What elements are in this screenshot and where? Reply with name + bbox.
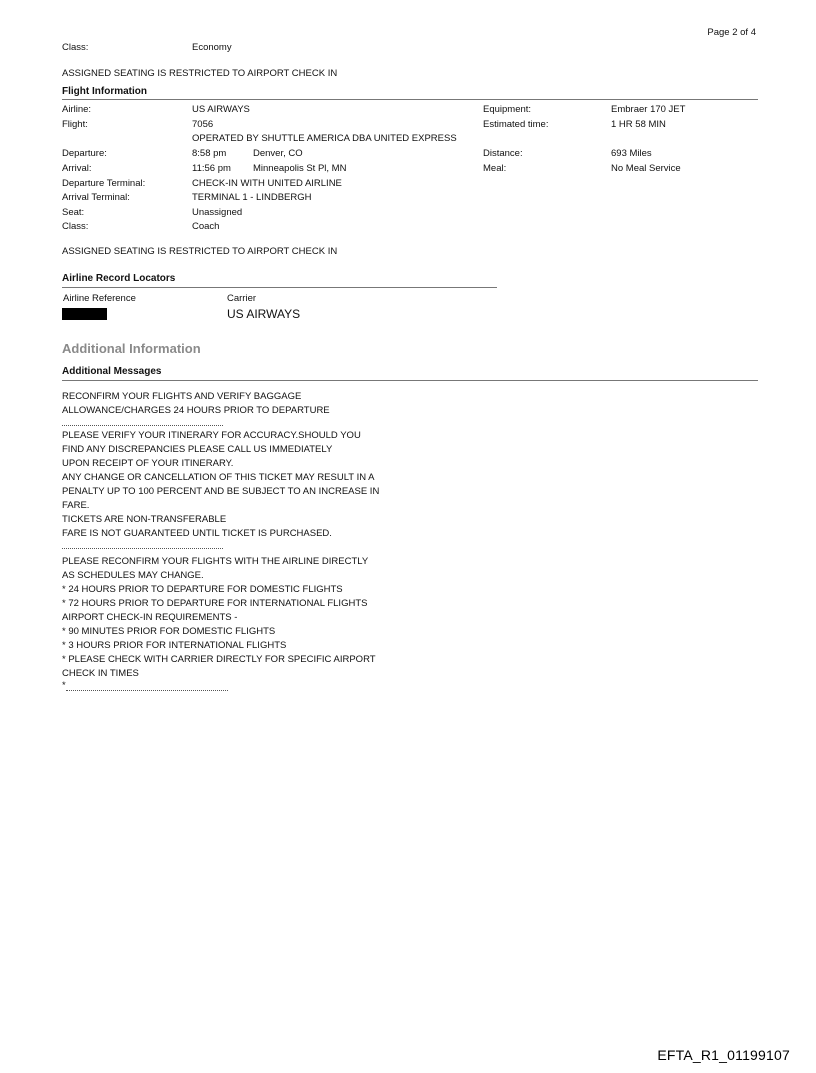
additional-info-title: Additional Information <box>62 341 201 356</box>
top-class-label: Class: <box>62 42 89 53</box>
page-number: Page 2 of 4 <box>707 27 756 38</box>
message-line: * 90 MINUTES PRIOR FOR DOMESTIC FLIGHTS <box>62 626 276 637</box>
flight-info-rule <box>62 99 758 100</box>
message-line: TICKETS ARE NON-TRANSFERABLE <box>62 514 227 525</box>
message-line: PLEASE VERIFY YOUR ITINERARY FOR ACCURACY.SHOULD YOU <box>62 430 361 441</box>
message-line: FARE. <box>62 500 90 511</box>
airline-value: US AIRWAYS <box>192 104 250 115</box>
separator-line <box>62 548 223 549</box>
message-line: AS SCHEDULES MAY CHANGE. <box>62 570 204 581</box>
carrier-value: US AIRWAYS <box>227 307 301 321</box>
arr-terminal-value: TERMINAL 1 - LINDBERGH <box>192 192 312 203</box>
meal-value: No Meal Service <box>611 163 681 174</box>
messages-rule <box>62 380 758 381</box>
departure-label: Departure: <box>62 148 107 159</box>
est-time-value: 1 HR 58 MIN <box>611 119 666 130</box>
arrival-city: Minneapolis St Pl, MN <box>253 163 347 174</box>
top-class-value: Economy <box>192 42 232 53</box>
separator-line <box>66 690 228 691</box>
carrier-label: Carrier <box>227 293 257 304</box>
airline-label: Airline: <box>62 104 92 115</box>
seat-label: Seat: <box>62 207 85 218</box>
message-line: * 24 HOURS PRIOR TO DEPARTURE FOR DOMESTIC FLIGHTS <box>62 584 343 595</box>
distance-label: Distance: <box>483 148 523 159</box>
distance-value: 693 Miles <box>611 148 652 159</box>
departure-time: 8:58 pm <box>192 148 227 159</box>
message-line: PENALTY UP TO 100 PERCENT AND BE SUBJECT TO AN INCREASE IN <box>62 486 380 497</box>
message-line: * PLEASE CHECK WITH CARRIER DIRECTLY FOR SPECIFIC AIRPORT <box>62 654 376 665</box>
airline-reference-label: Airline Reference <box>63 293 136 304</box>
message-line: ALLOWANCE/CHARGES 24 HOURS PRIOR TO DEPARTURE <box>62 405 330 416</box>
arrival-time: 11:56 pm <box>192 163 231 174</box>
message-line: * 3 HOURS PRIOR FOR INTERNATIONAL FLIGHTS <box>62 640 287 651</box>
redacted-reference <box>62 308 107 320</box>
dep-terminal-label: Departure Terminal: <box>62 178 146 189</box>
message-line: PLEASE RECONFIRM YOUR FLIGHTS WITH THE AIRLINE DIRECTLY <box>62 556 369 567</box>
messages-title: Additional Messages <box>62 366 162 377</box>
flight-info-title: Flight Information <box>62 86 147 97</box>
arr-terminal-label: Arrival Terminal: <box>62 192 130 203</box>
final-marker: * <box>62 680 66 691</box>
departure-city: Denver, CO <box>253 148 303 159</box>
separator-line <box>62 425 223 426</box>
class-label: Class: <box>62 221 89 232</box>
message-line: FIND ANY DISCREPANCIES PLEASE CALL US IMMEDIATELY <box>62 444 333 455</box>
message-line: AIRPORT CHECK-IN REQUIREMENTS - <box>62 612 238 623</box>
message-line: FARE IS NOT GUARANTEED UNTIL TICKET IS PURCHASED. <box>62 528 332 539</box>
document-id: EFTA_R1_01199107 <box>657 1047 790 1063</box>
equipment-label: Equipment: <box>483 104 532 115</box>
equipment-value: Embraer 170 JET <box>611 104 686 115</box>
message-line: * 72 HOURS PRIOR TO DEPARTURE FOR INTERNATIONAL FLIGHTS <box>62 598 368 609</box>
record-locators-title: Airline Record Locators <box>62 273 176 284</box>
class-value: Coach <box>192 221 220 232</box>
dep-terminal-value: CHECK-IN WITH UNITED AIRLINE <box>192 178 342 189</box>
seat-value: Unassigned <box>192 207 243 218</box>
message-line: UPON RECEIPT OF YOUR ITINERARY. <box>62 458 234 469</box>
record-locators-rule <box>62 287 497 288</box>
flight-label: Flight: <box>62 119 88 130</box>
message-line: CHECK IN TIMES <box>62 668 139 679</box>
flight-value: 7056 <box>192 119 214 130</box>
flight-seating-note: ASSIGNED SEATING IS RESTRICTED TO AIRPORT CHECK IN <box>62 246 338 257</box>
meal-label: Meal: <box>483 163 507 174</box>
arrival-label: Arrival: <box>62 163 92 174</box>
top-seating-note: ASSIGNED SEATING IS RESTRICTED TO AIRPORT CHECK IN <box>62 68 338 79</box>
est-time-label: Estimated time: <box>483 119 549 130</box>
operated-by: OPERATED BY SHUTTLE AMERICA DBA UNITED EXPRESS <box>192 133 457 144</box>
message-line: ANY CHANGE OR CANCELLATION OF THIS TICKET MAY RESULT IN A <box>62 472 375 483</box>
message-line: RECONFIRM YOUR FLIGHTS AND VERIFY BAGGAGE <box>62 391 302 402</box>
